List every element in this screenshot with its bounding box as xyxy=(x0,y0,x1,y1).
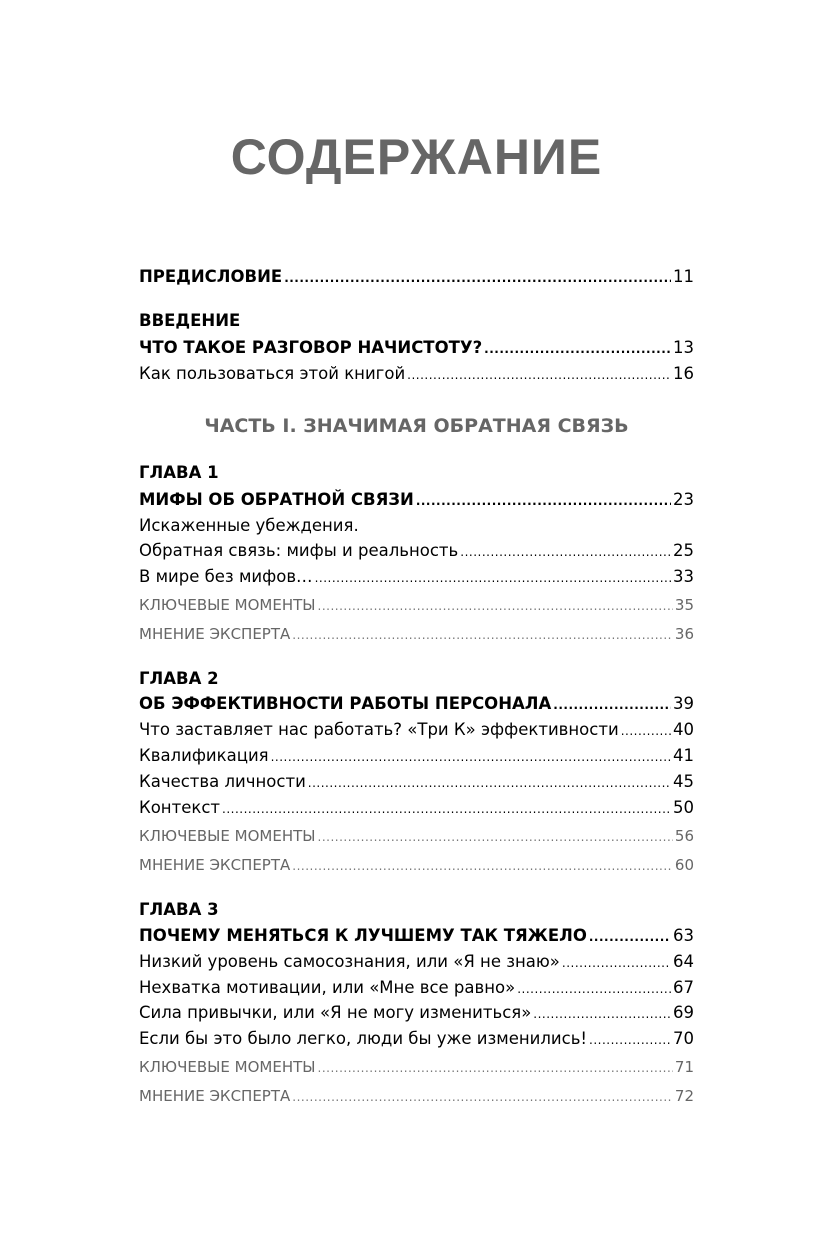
toc-entry-expert-opinion[interactable] xyxy=(139,856,694,882)
chapter-3-heading: ГЛАВА 3 xyxy=(139,900,219,919)
dot-leader xyxy=(318,599,673,613)
toc-entry-label: Сила привычки, или «Я не могу измениться» xyxy=(139,1003,532,1022)
toc-page-number: 70 xyxy=(673,1029,694,1048)
toc-entry-expert-opinion[interactable] xyxy=(139,625,694,651)
toc-entry[interactable] xyxy=(139,567,694,593)
dot-leader xyxy=(407,368,671,382)
toc-entry-label: Квалификация xyxy=(139,746,269,765)
toc-page-number: 13 xyxy=(673,338,694,357)
toc-entry[interactable] xyxy=(139,952,694,978)
toc-entry[interactable] xyxy=(139,1003,694,1029)
toc-page-number: 33 xyxy=(673,567,694,586)
toc-page-number: 69 xyxy=(673,1003,694,1022)
toc-entry-ch2-title[interactable] xyxy=(139,694,694,720)
dot-leader xyxy=(460,545,671,559)
toc-page-number: 56 xyxy=(674,827,694,845)
toc-entry-preface[interactable] xyxy=(139,267,694,293)
toc-page-number: 11 xyxy=(673,267,694,286)
toc-page-number: 16 xyxy=(673,364,694,383)
toc-entry[interactable] xyxy=(139,1029,694,1055)
dot-leader xyxy=(416,494,671,508)
toc-page-number: 23 xyxy=(673,490,694,509)
toc-page-number: 71 xyxy=(674,1058,694,1076)
toc-entry-key-points[interactable] xyxy=(139,1058,694,1084)
toc-entry-ch3-title[interactable] xyxy=(139,926,694,952)
toc-entry-label: ПРЕДИСЛОВИЕ xyxy=(139,267,283,286)
toc-entry-ch1-title[interactable] xyxy=(139,490,694,516)
toc-entry-label: МНЕНИЕ ЭКСПЕРТА xyxy=(139,856,291,874)
page-title: СОДЕРЖАНИЕ xyxy=(230,129,603,185)
toc-page-number: 60 xyxy=(674,856,694,874)
dot-leader xyxy=(292,859,673,873)
toc-entry-label: В мире без мифов… xyxy=(139,567,313,586)
intro-heading: ВВЕДЕНИЕ xyxy=(139,311,241,330)
toc-entry-label: МИФЫ ОБ ОБРАТНОЙ СВЯЗИ xyxy=(139,490,414,509)
toc-page-number: 36 xyxy=(674,625,694,643)
toc-page-number: 67 xyxy=(673,978,694,997)
toc-entry-intro-main[interactable] xyxy=(139,338,694,364)
toc-entry-label: ЧТО ТАКОЕ РАЗГОВОР НАЧИСТОТУ? xyxy=(139,338,483,357)
toc-page-number: 50 xyxy=(673,798,694,817)
part-heading: ЧАСТЬ I. ЗНАЧИМАЯ ОБРАТНАЯ СВЯЗЬ xyxy=(204,415,629,437)
dot-leader xyxy=(589,1033,671,1047)
toc-page-number: 40 xyxy=(673,720,694,739)
toc-entry-label: МНЕНИЕ ЭКСПЕРТА xyxy=(139,625,291,643)
toc-page-number: 39 xyxy=(673,694,694,713)
toc-entry-label: ОБ ЭФФЕКТИВНОСТИ РАБОТЫ ПЕРСОНАЛА xyxy=(139,694,552,713)
dot-leader xyxy=(484,342,671,356)
toc-page-number: 35 xyxy=(674,596,694,614)
toc-entry-label: Обратная связь: мифы и реальность xyxy=(139,541,459,560)
dot-leader xyxy=(621,724,671,738)
dot-leader xyxy=(318,830,673,844)
toc-entry[interactable] xyxy=(139,746,694,772)
toc-page-number: 63 xyxy=(673,926,694,945)
toc-entry-key-points[interactable] xyxy=(139,596,694,622)
dot-leader xyxy=(292,628,673,642)
toc-entry-label: КЛЮЧЕВЫЕ МОМЕНТЫ xyxy=(139,1058,316,1076)
toc-entry[interactable] xyxy=(139,772,694,798)
dot-leader xyxy=(553,698,671,712)
toc-entry-label: КЛЮЧЕВЫЕ МОМЕНТЫ xyxy=(139,596,316,614)
toc-entry[interactable] xyxy=(139,978,694,1004)
toc-entry-how-to-use[interactable] xyxy=(139,364,694,390)
toc-page-number: 41 xyxy=(673,746,694,765)
dot-leader xyxy=(533,1007,671,1021)
toc-entry-label: КЛЮЧЕВЫЕ МОМЕНТЫ xyxy=(139,827,316,845)
dot-leader xyxy=(271,750,671,764)
toc-entry-label: МНЕНИЕ ЭКСПЕРТА xyxy=(139,1087,291,1105)
toc-page-number: 72 xyxy=(674,1087,694,1105)
dot-leader xyxy=(517,982,671,996)
toc-page-number: 45 xyxy=(673,772,694,791)
toc-entry[interactable] xyxy=(139,798,694,824)
dot-leader xyxy=(222,802,671,816)
toc-entry-label: Как пользоваться этой книгой xyxy=(139,364,406,383)
chapter-1-heading: ГЛАВА 1 xyxy=(139,463,219,482)
toc-entry[interactable] xyxy=(139,720,694,746)
chapter-2-heading: ГЛАВА 2 xyxy=(139,669,219,688)
dot-leader xyxy=(318,1061,673,1075)
toc-entry-label: Низкий уровень самосознания, или «Я не знаю» xyxy=(139,952,560,971)
toc-entry-expert-opinion[interactable] xyxy=(139,1087,694,1113)
toc-entry-key-points[interactable] xyxy=(139,827,694,853)
toc-entry-label: ПОЧЕМУ МЕНЯТЬСЯ К ЛУЧШЕМУ ТАК ТЯЖЕЛО xyxy=(139,926,587,945)
dot-leader xyxy=(315,571,671,585)
dot-leader xyxy=(284,271,671,285)
dot-leader xyxy=(589,930,671,944)
toc-entry-label: Контекст xyxy=(139,798,221,817)
toc-entry-distorted-beliefs[interactable] xyxy=(139,516,694,542)
dot-leader xyxy=(308,776,671,790)
toc-page-number: 25 xyxy=(673,541,694,560)
toc-page-number: 64 xyxy=(673,952,694,971)
toc-entry-label: Если бы это было легко, люди бы уже изменились! xyxy=(139,1029,588,1048)
dot-leader xyxy=(292,1090,673,1104)
toc-entry-label: Искаженные убеждения. xyxy=(139,516,359,535)
toc-entry[interactable] xyxy=(139,541,694,567)
toc-entry-label: Что заставляет нас работать? «Три К» эффективности xyxy=(139,720,619,739)
toc-entry-label: Качества личности xyxy=(139,772,306,791)
dot-leader xyxy=(562,956,671,970)
toc-entry-label: Нехватка мотивации, или «Мне все равно» xyxy=(139,978,516,997)
